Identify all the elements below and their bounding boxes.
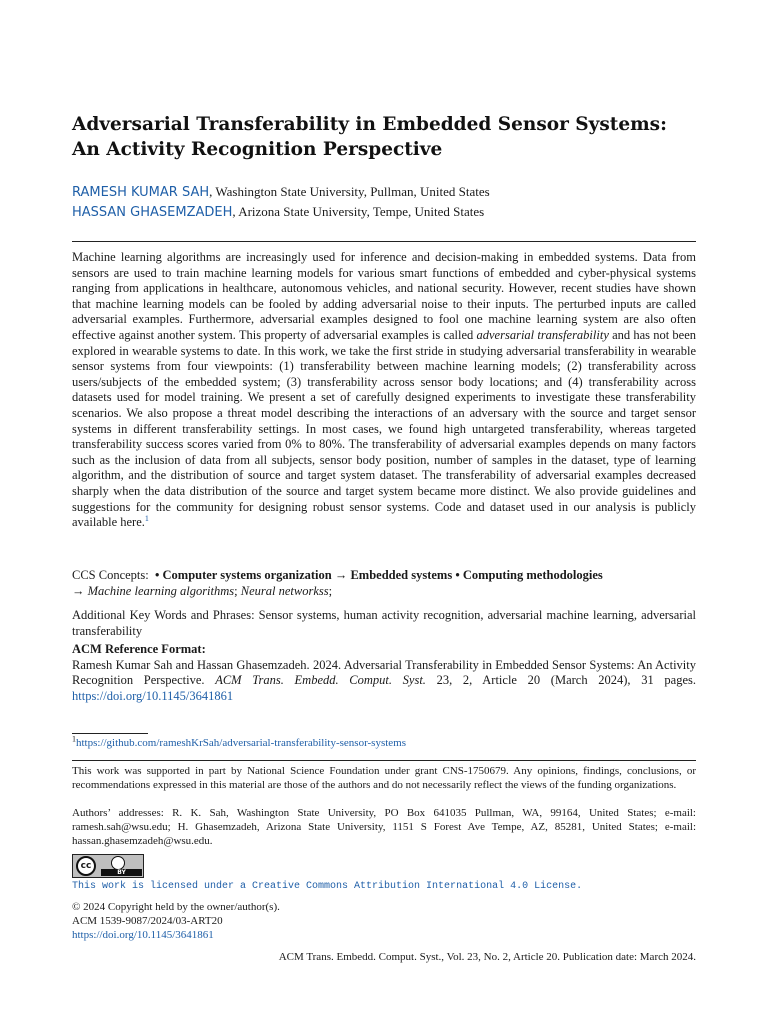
footnote-divider (72, 733, 148, 734)
reference-text: Ramesh Kumar Sah and Hassan Ghasemzadeh. 2024. Adversarial Transferability in Embedded Sensor Systems: An Activity Recognition Perspective. ACM Trans. Embedd. Comput. Syst. 23, 2, Article 20 (March 2024), 31 pages. https://doi.org/10.1145/3641861 (72, 657, 696, 703)
footnote-url-link[interactable]: https://github.com/rameshKrSah/adversarial-transferability-sensor-systems (76, 737, 407, 749)
abstract-emphasis: adversarial transferability (476, 327, 609, 342)
keywords: Additional Key Words and Phrases: Sensor systems, human activity recognition, adversarial machine learning, adversarial transferability (72, 608, 696, 638)
paper-title: Adversarial Transferability in Embedded Sensor Systems: An Activity Recognition Perspective (72, 114, 667, 160)
abstract: Machine learning algorithms are increasingly used for inference and decision-making in embedded systems. Data from sensors are used to train machine learning models for various smart functions of embedded and cyber-physical systems ranging from applications in healthcare, autonomous vehicles, and national security. However, recent studies have shown that machine learning models can be fooled by adding adversarial noise to their inputs. The perturbed inputs are called adversarial examples. Furthermore, adversarial examples designed to fool one machine learning system are also often effective against another system. This property of adversarial examples is called adversarial transferability and has not been explored in wearable systems to date. In this work, we take the first stride in studying adversarial transferability in wearable sensor systems from four viewpoints: (1) transferability between machine learning models; (2) transferability across users/subjects of the embedded system; (3) transferability across sensor body locations; and (4) transferability across datasets used for model training. We present a set of carefully designed experiments to investigate these transferability scenarios. We also propose a threat model describing the interactions of an adversary with the source and target sensor systems in different transferability settings. In most cases, we found high untargeted transferability, whereas targeted transferability success scores varied from 0% to 80%. The transferability of adversarial examples depends on many factors such as the inclusion of data from all subjects, sensor body position, number of samples in the dataset, type of learning algorithm, and the distribution of source and target system dataset. The transferability of adversarial examples decreased sharply when the data distribution of the source and target system became more distinct. We also provide guidelines and suggestions for the community for designing robust sensor systems. Code and dataset used in our analysis is publicly available here.$^1$ (72, 250, 696, 530)
footnote-ref-link[interactable]: 1 (144, 513, 149, 523)
author-affiliation: Washington State University, Pullman, United States (215, 184, 490, 199)
copyright-doi-link[interactable]: https://doi.org/10.1145/3641861 (72, 929, 214, 941)
journal-footer: ACM Trans. Embedd. Comput. Syst., Vol. 23, No. 2, Article 20. Publication date: March 2024. (278, 951, 696, 963)
acm-reference (72, 642, 696, 704)
reference-heading: ACM Reference Format: (72, 642, 206, 656)
author-name[interactable]: HASSAN GHASEMZADEH (72, 205, 233, 220)
cc-icon: cc (76, 856, 96, 876)
ccs-concepts: CCS Concepts: • Computer systems organization → Embedded systems • Computing methodologies → Machine learning algorithms; Neural networkss; (72, 568, 603, 598)
author-name[interactable]: RAMESH KUMAR SAH (72, 185, 210, 200)
copyright-block: © 2024 Copyright held by the owner/author(s). ACM 1539-9087/2024/03-ART20 https://doi.org/10.1145/3641861 (72, 901, 280, 941)
by-label: BY (101, 869, 142, 876)
cc-by-license-icon[interactable] (72, 854, 144, 878)
footnote: $^1$https://github.com/rameshKrSah/adversarial-transferability-sensor-systems (72, 734, 407, 749)
license-link[interactable]: This work is licensed under a Creative Commons Attribution International 4.0 License. (72, 881, 583, 892)
author-entry: RAMESH KUMAR SAH, Washington State University, Pullman, United States (72, 184, 490, 200)
attribution-person-icon (111, 856, 125, 870)
author-entry: HASSAN GHASEMZADEH, Arizona State University, Tempe, United States (72, 204, 485, 220)
divider-line (72, 241, 696, 242)
funding-note: This work was supported in part by National Science Foundation under grant CNS-1750679. Any opinions, findings, conclusions, or recommendations expressed in this material are those of the authors and do not necessarily reflect the views of the funding organizations. (72, 765, 696, 791)
author-addresses: Authors’ addresses: R. K. Sah, Washington State University, PO Box 641035 Pullman, WA, 99164, United States; e-mail: ramesh.sah@wsu.edu; H. Ghasemzadeh, Arizona State University, 1151 S Forest Ave Tempe, AZ, 85281, United States; e-mail: hassan.ghasemzadeh@wsu.edu. (72, 807, 696, 847)
author-affiliation: Arizona State University, Tempe, United States (238, 204, 485, 219)
divider-line (72, 760, 696, 761)
reference-doi-link[interactable]: https://doi.org/10.1145/3641861 (72, 688, 234, 703)
author-list (72, 182, 696, 222)
